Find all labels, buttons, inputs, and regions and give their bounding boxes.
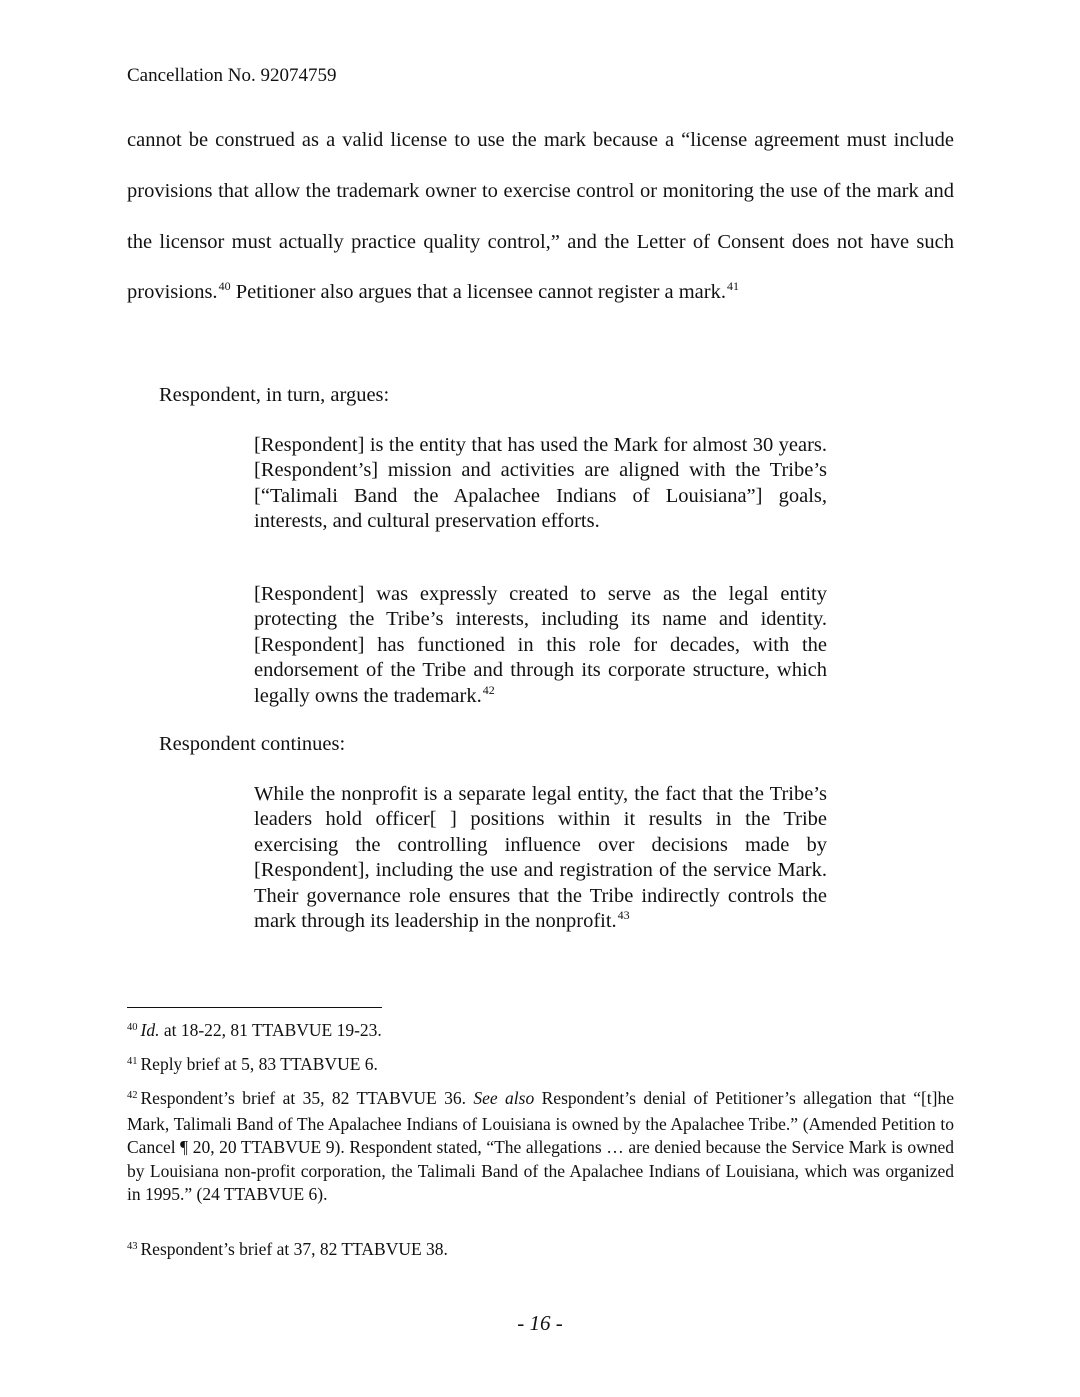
- footnote-divider: [127, 1007, 382, 1008]
- footnote-ref-42[interactable]: 42: [482, 682, 495, 697]
- body-paragraph-3: Respondent continues:: [159, 733, 346, 755]
- block-quote-2-text: [Respondent] was expressly created to serve as the legal entity protecting the Tribe’s interests, including its name and identity. [Respondent] has functioned in this role for decades, with the endorsement of the Tribe and through its corporate structure, which legally owns the trademark.: [254, 583, 827, 707]
- footnote-ref-41[interactable]: 41: [727, 279, 739, 294]
- footnote-number: 42: [127, 1090, 138, 1101]
- body-paragraph-1: [127, 115, 954, 320]
- footnote-ref-40[interactable]: 40: [218, 279, 231, 294]
- footnote-41: [127, 1053, 954, 1079]
- paragraph-1-text-continued: Petitioner also argues that a licensee cannot register a mark.: [230, 281, 726, 304]
- block-quote-2: [254, 582, 827, 711]
- page-number: - 16 -: [517, 1311, 563, 1335]
- footnote-text-continued: Respondent’s denial of Petitioner’s allegation that “[t]he Mark, Talimali Band of The Apalachee Indians of Louisiana is owned by the Apalachee Tribe.” (Amended Petition to Cancel ¶ 20, 20 TTABVUE 9). Respondent stated, “The allegations … are denied because the Service Mark is owned by Louisiana non-profit corporation, the Talimali Band of the Apalachee Indians of Louisiana, which was organized in 1995.” (24 TTABVUE 6).: [127, 1088, 955, 1204]
- footnote-text: Reply brief at 5, 83 TTABVUE 6.: [140, 1054, 378, 1074]
- footnote-italic-text: Id.: [140, 1020, 160, 1040]
- footnote-number: 43: [127, 1241, 138, 1252]
- footnote-italic-text: See also: [473, 1088, 535, 1108]
- footnote-text: at 18-22, 81 TTABVUE 19-23.: [159, 1020, 382, 1040]
- body-paragraph-2: Respondent, in turn, argues:: [159, 384, 390, 406]
- footnote-text: Respondent’s brief at 35, 82 TTABVUE 36.: [140, 1088, 474, 1108]
- footnote-ref-43[interactable]: 43: [617, 908, 630, 923]
- footnote-43: [127, 1238, 954, 1264]
- block-quote-3-text: While the nonprofit is a separate legal entity, the fact that the Tribe’s leaders hold officer[ ] positions within it results in the Tribe exercising the controlling influence over decisions made by [Respondent], including the use and registration of the service Mark. Their governance role ensures that the Tribe indirectly controls the mark through its leadership in the nonprofit.: [254, 783, 827, 933]
- footnote-42: [127, 1087, 954, 1206]
- paragraph-1-text: cannot be construed as a valid license to use the mark because a “license agreement must include provisions that allow the trademark owner to exercise control or monitoring the use of the mark and the licensor must actually practice quality control,” and the Letter of Consent does not have such provisions.: [127, 129, 954, 304]
- footnote-40: [127, 1019, 954, 1045]
- footnote-number: 40: [127, 1022, 138, 1033]
- footnote-number: 41: [127, 1056, 138, 1067]
- block-quote-1: [Respondent] is the entity that has used the Mark for almost 30 years. [Respondent’s] mission and activities are aligned with the Tribe’s [“Talimali Band the Apalachee Indians of Louisiana”] goals, interests, and cultural preservation efforts.: [254, 434, 827, 533]
- footnote-text: Respondent’s brief at 37, 82 TTABVUE 38.: [140, 1239, 448, 1259]
- case-number-header: Cancellation No. 92074759: [127, 65, 337, 86]
- block-quote-3: [254, 782, 827, 936]
